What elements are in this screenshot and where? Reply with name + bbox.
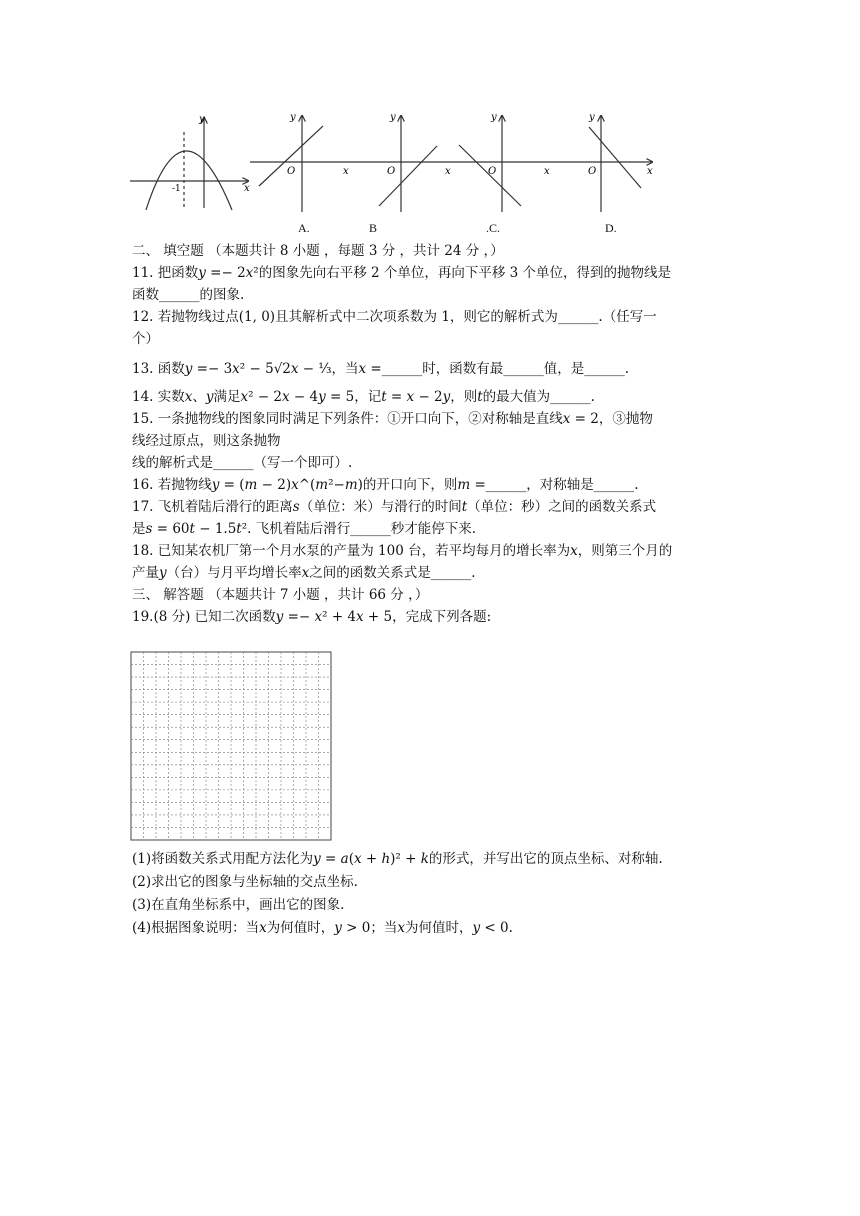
graph-a-y-label: y: [290, 112, 296, 123]
parabola-figure: [130, 118, 248, 210]
subquestion-3: (3)在直角坐标系中，画出它的图象.: [132, 897, 345, 913]
graph-d-origin: O: [588, 166, 597, 177]
section-solve-heading: 三、 解答题 （本题共计 7 小题 ，共计 66 分 ，）: [132, 587, 429, 603]
graph-a-x-label: x: [343, 166, 349, 177]
graph-b-y-label: y: [390, 112, 396, 123]
graph-d-x-label: x: [647, 166, 653, 177]
question-11-line-1: 11. 把函数𝑦 =− 2𝑥²的图象先向右平移 2 个单位，再向下平移 3 个单位，得到的抛物线是: [132, 265, 672, 281]
question-12-line-1: 12. 若抛物线过点(1, 0)且其解析式中二次项系数为 1，则它的解析式为______.（任写一: [132, 309, 657, 325]
question-18-line-2: 产量𝑦（台）与月平均增长率𝑥之间的函数关系式是______.: [132, 565, 476, 581]
question-11-line-2: 函数______的图象.: [132, 287, 245, 303]
graph-c: [459, 116, 521, 212]
subquestions-block: [132, 848, 663, 940]
option-b-label: B: [369, 221, 378, 235]
graph-d-y-label: y: [589, 112, 595, 123]
grid-paper: [130, 651, 332, 845]
section-fill-heading: 二、 填空题 （本题共计 8 小题 ，每题 3 分 ，共计 24 分 ，）: [132, 243, 504, 259]
question-16: 16. 若抛物线𝑦 = (𝑚 − 2)𝑥^(𝑚²−𝑚)的开口向下，则𝑚 =______，对称轴是______.: [132, 477, 639, 493]
question-15-line-2: 线经过原点，则这条抛物: [132, 433, 281, 449]
neg-one-label: -1: [172, 184, 181, 194]
question-19: 19.(8 分) 已知二次函数𝑦 =− 𝑥² + 4𝑥 + 5，完成下列各题:: [132, 609, 492, 625]
question-17-line-2: 是𝑠 = 60𝑡 − 1.5𝑡². 飞机着陆后滑行______秒才能停下来.: [132, 521, 476, 537]
graph-a: [259, 116, 323, 212]
question-14: 14. 实数𝑥、𝑦满足𝑥² − 2𝑥 − 4𝑦 = 5，记𝑡 = 𝑥 − 2𝑦，则𝑡的最大值为______.: [132, 389, 595, 405]
graph-a-origin: O: [287, 166, 296, 177]
question-17-line-1: 17. 飞机着陆后滑行的距离𝑠（单位：米）与滑行的时间𝑡（单位：秒）之间的函数关系式: [132, 499, 657, 515]
option-a-label: A.: [298, 221, 310, 235]
graph-d: [589, 116, 641, 212]
graph-b-origin: O: [387, 166, 396, 177]
graph-c-origin: O: [488, 166, 497, 177]
graph-c-y-label: y: [491, 112, 497, 123]
graph-c-x-label: x: [544, 166, 550, 177]
subquestion-1: (1)将函数关系式用配方法化为𝑦 = 𝑎(𝑥 + ℎ)² + 𝑘的形式，并写出它的顶点坐标、对称轴.: [132, 851, 663, 867]
graph-b-x-label: x: [445, 166, 451, 177]
question-15-line-1: 15. 一条抛物线的图象同时满足下列条件：①开口向下，②对称轴是直线𝑥 = 2，③抛物: [132, 411, 653, 427]
option-d-label: D.: [605, 221, 617, 235]
question-13: 13. 函数𝑦 =− 3𝑥² − 5√2𝑥 − ⅓，当𝑥 =______时，函数有最______值，是______.: [132, 361, 629, 377]
questions-block: [132, 240, 732, 628]
question-18-line-1: 18. 已知某农机厂第一个月水泵的产量为 100 台，若平均每月的增长率为𝑥，则第三个月的: [132, 543, 673, 559]
question-15-line-3: 线的解析式是______（写一个即可）.: [132, 455, 353, 471]
parabola-x-label: x: [244, 183, 250, 194]
option-figures: [0, 0, 860, 240]
option-c-label: .C.: [486, 221, 501, 235]
subquestion-4: (4)根据图象说明：当𝑥为何值时，𝑦 > 0；当𝑥为何值时，𝑦 < 0.: [132, 920, 513, 936]
subquestion-2: (2)求出它的图象与坐标轴的交点坐标.: [132, 874, 358, 890]
parabola-y-label: y: [199, 114, 205, 125]
question-12-line-2: 个）: [132, 331, 159, 347]
graph-b: [379, 116, 437, 212]
